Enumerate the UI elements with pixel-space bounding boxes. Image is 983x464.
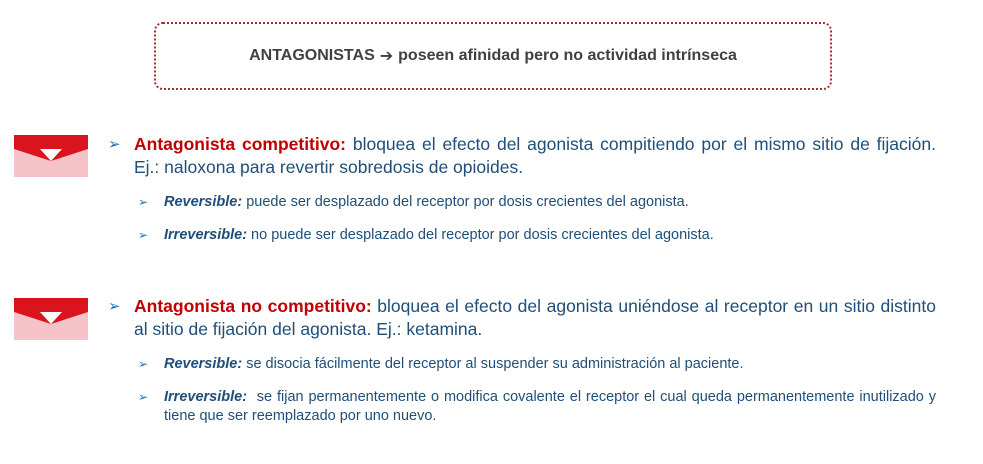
item-text: se fijan permanentemente o modifica covalente el receptor el cual queda permanentemente inutilizado y tiene que ser reemplazado por uno nuevo. bbox=[164, 389, 941, 424]
list-item bbox=[108, 133, 936, 179]
list-item bbox=[138, 388, 941, 426]
list-item bbox=[108, 295, 936, 341]
list-item bbox=[138, 193, 936, 212]
item-text: puede ser desplazado del receptor por dosis crecientes del agonista. bbox=[242, 194, 689, 210]
section-non-competitive bbox=[108, 295, 941, 426]
definition-banner bbox=[154, 22, 832, 90]
section-competitive bbox=[108, 133, 936, 245]
arrow-bullet-icon: ➢ bbox=[108, 297, 121, 315]
item-text: se disocia fácilmente del receptor al suspender su administración al paciente. bbox=[242, 356, 744, 372]
banner-description: poseen afinidad pero no actividad intrínseca bbox=[398, 47, 737, 64]
section-text: bloquea el efecto del agonista compitiendo por el mismo sitio de fijación. Ej.: naloxona para revertir sobredosis de opioides. bbox=[134, 134, 936, 177]
item-text: no puede ser desplazado del receptor por dosis crecientes del agonista. bbox=[247, 227, 714, 243]
envelope-marker-icon bbox=[14, 135, 88, 177]
item-term: Irreversible: bbox=[164, 227, 248, 243]
envelope-marker-icon bbox=[14, 298, 88, 340]
arrow-bullet-icon: ➢ bbox=[138, 390, 149, 404]
item-term: Reversible: bbox=[164, 194, 243, 210]
section-title: Antagonista no competitivo: bbox=[134, 296, 372, 316]
list-item bbox=[138, 355, 936, 374]
banner-term: ANTAGONISTAS bbox=[249, 47, 375, 64]
section-body bbox=[134, 133, 936, 179]
arrow-bullet-icon: ➢ bbox=[108, 135, 121, 153]
section-text: bloquea el efecto del agonista uniéndose al receptor en un sitio distinto al sitio de fijación del agonista. Ej.: ketamina. bbox=[134, 296, 937, 339]
arrow-bullet-icon: ➢ bbox=[138, 228, 149, 242]
section-body bbox=[134, 295, 936, 341]
list-item bbox=[138, 226, 936, 245]
right-arrow-icon: ➔ bbox=[379, 48, 394, 65]
item-term: Irreversible: bbox=[164, 389, 248, 405]
item-term: Reversible: bbox=[164, 356, 243, 372]
arrow-bullet-icon: ➢ bbox=[138, 195, 149, 209]
section-title: Antagonista competitivo: bbox=[134, 134, 346, 154]
arrow-bullet-icon: ➢ bbox=[138, 357, 149, 371]
